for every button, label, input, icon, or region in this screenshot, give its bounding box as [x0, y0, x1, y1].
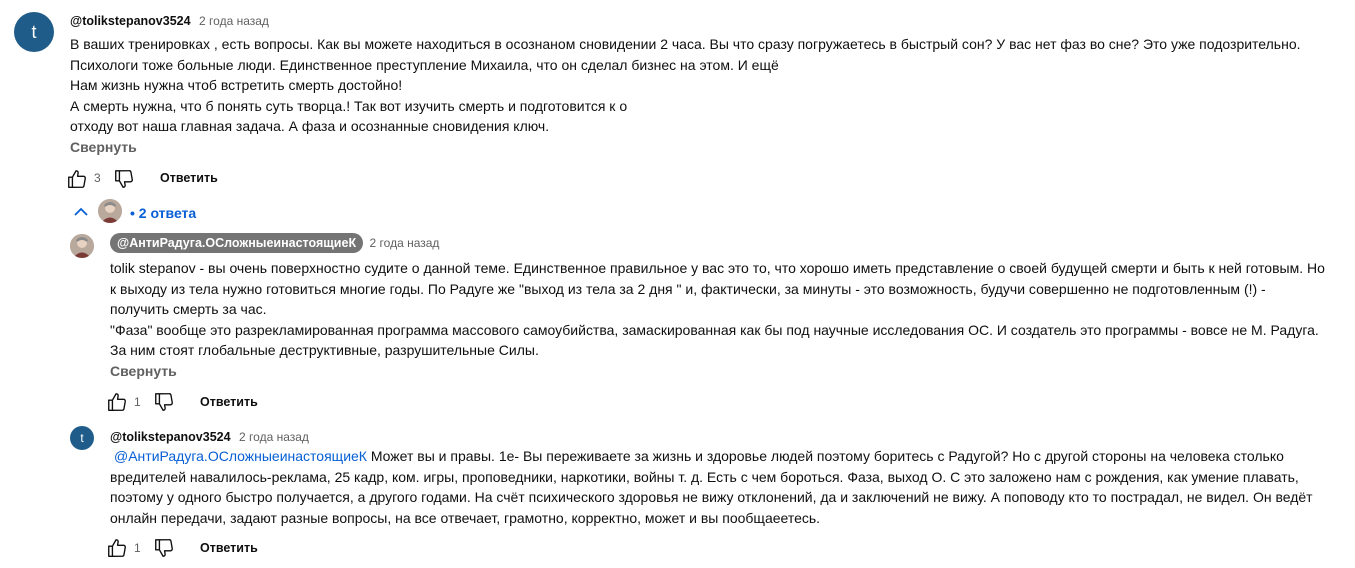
reply-header	[110, 428, 309, 446]
comment-line: отходу вот наша главная задача. А фаза и осознанные сновидения ключ.	[70, 118, 550, 134]
comment-line: Нам жизнь нужна чтоб встретить смерть достойно!	[70, 77, 403, 93]
reply-line	[110, 446, 1313, 467]
reply-line: вредителей навалилось-реклама, 25 кадр, ком. игры, проповедники, наркотики, войны т. д. Есть с чем бороться. Фаза, выход О. С это заложено нам с рождения, как умение плавать,	[110, 468, 1299, 485]
reply-body	[110, 258, 1325, 361]
thumbs-up-icon	[106, 391, 128, 413]
collapse-button[interactable]: Свернуть	[70, 139, 137, 155]
replier-avatar	[98, 199, 122, 223]
author-name[interactable]: @tolikstepanov3524	[70, 14, 191, 28]
mention-link[interactable]: @АнтиРадуга.ОСложныеинастоящиеК	[114, 448, 367, 464]
reply-body	[110, 446, 1313, 528]
dislike-button[interactable]	[113, 168, 135, 190]
thumbs-down-icon	[113, 168, 135, 190]
like-button[interactable]	[106, 391, 128, 413]
like-button[interactable]	[106, 537, 128, 559]
comment-line: Психологи тоже больные люди. Единственное преступление Михаила, что он сделал бизнес на этом. И ещё	[70, 56, 779, 73]
dislike-button[interactable]	[153, 537, 175, 559]
comment-line: В ваших тренировках , есть вопросы. Как вы можете находиться в осознаном сновидении 2 часа. Вы что сразу погружаетесь в быстрый сон? У вас нет фаз во сне? Это уже подозрительно.	[70, 36, 1301, 52]
thumbs-up-icon	[106, 537, 128, 559]
author-name[interactable]: @tolikstepanov3524	[110, 430, 231, 444]
reply-line: получить смерть за час.	[110, 301, 267, 317]
replies-count-link[interactable]: • 2 ответа	[130, 205, 197, 221]
avatar[interactable]	[70, 426, 94, 450]
thumbs-down-icon	[153, 391, 175, 413]
reply-line: tolik stepanov - вы очень поверхностно судите о данной теме. Единственное правильное у вас это то, что хорошо иметь представление о своей будущей смерти и быть к ней готовым. Но	[110, 260, 1325, 276]
collapse-button[interactable]: Свернуть	[110, 363, 177, 379]
timestamp[interactable]: 2 года назад	[369, 236, 440, 250]
chevron-up-icon	[74, 206, 88, 218]
timestamp[interactable]: 2 года назад	[199, 14, 269, 28]
comment-body	[70, 34, 1301, 137]
comment-line: А смерть нужна, что б понять суть творца.! Так вот изучить смерть и подготовится к о	[70, 97, 628, 114]
reply-line: к выходу из тела нужно готовиться многие годы. По Радуге же "выход из тела за 2 дня " и, фактически, за минуты - это возможность, будучи совершенно не подготовленным (!) -	[110, 280, 1266, 297]
like-count: 3	[94, 171, 101, 185]
reply-button[interactable]: Ответить	[200, 395, 258, 409]
like-count: 1	[134, 395, 141, 409]
thumbs-down-icon	[153, 537, 175, 559]
reply-button[interactable]: Ответить	[160, 171, 218, 185]
replies-toggle[interactable]	[70, 198, 210, 226]
like-count: 1	[134, 541, 141, 555]
reply-line: поэтому у одного быстро получается, а другого годами. На счёт психического здоровья не вижу отклонений, да и заключений не вижу. А поповоду кто то пострадал, не видел. Он ведёт	[110, 489, 1313, 505]
avatar[interactable]	[70, 234, 94, 258]
thumbs-up-icon	[66, 168, 88, 190]
reply-line: За ним стоят глобальные деструктивные, разрушительные Силы.	[110, 342, 539, 358]
reply-line-rest: Может вы и правы. 1е- Вы переживаете за жизнь и здоровье людей поэтому боритесь с Радугой? Но с другой стороны на человека столько	[366, 448, 1284, 464]
reply-button[interactable]: Ответить	[200, 541, 258, 555]
reply-header	[110, 234, 439, 252]
avatar[interactable]	[14, 12, 54, 52]
reply-line: онлайн передачи, задают разные вопросы, на все отвечает, грамотно, корректно, может и вы пообщаеетесь.	[110, 509, 821, 526]
comment-header	[70, 12, 269, 30]
avatar-letter: t	[80, 431, 84, 445]
timestamp[interactable]: 2 года назад	[239, 430, 309, 444]
dislike-button[interactable]	[153, 391, 175, 413]
avatar-letter: t	[31, 21, 37, 42]
reply-line: "Фаза" вообще это разрекламированная программа массового самоубийства, замаскированная как бы под научные исследования ОС. И создатель это программы - вовсе не М. Радуга.	[110, 321, 1319, 338]
like-button[interactable]	[66, 168, 88, 190]
author-chip[interactable]: @АнтиРадуга.ОСложныеинастоящиеК	[110, 233, 363, 253]
